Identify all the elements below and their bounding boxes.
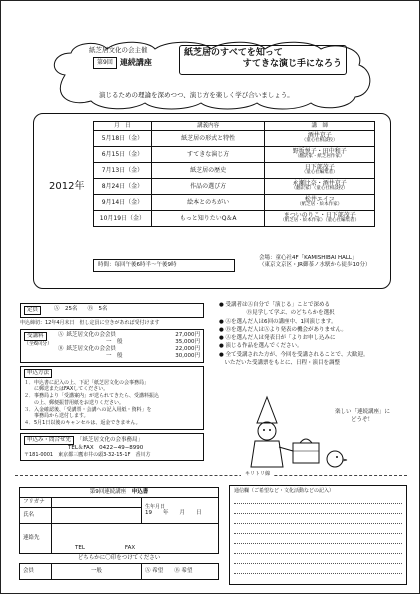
choice-note: どちらかに〇印をつけてください <box>20 553 219 563</box>
table-row <box>94 195 375 211</box>
remarks-line <box>234 514 402 524</box>
lecturer-affiliation: （翻訳家）（童心社相談役） <box>291 186 348 192</box>
welcome-line1: 楽しい「連続講座」に <box>335 409 391 415</box>
welcome-message <box>335 409 390 424</box>
fee-box <box>20 329 204 363</box>
option-line: ● 演じる作品を選んでください。 <box>219 343 303 350</box>
session-badge: 第9回 <box>93 57 117 69</box>
procedure-line: に郵送またはFAXしてください。 <box>24 386 109 393</box>
venue-line1: 会場：童心社4F「KAMISHIBAI HALL」 <box>259 255 358 261</box>
deadline-note: 申込締切：12年4月末日 但し定員に空きがあれば受付けます <box>20 319 160 326</box>
fee-label: 受講料 <box>24 332 47 341</box>
remarks-line <box>234 544 402 554</box>
table-row <box>94 131 375 147</box>
name-field[interactable] <box>52 507 142 523</box>
member-option[interactable]: 会員 <box>20 563 52 579</box>
remarks-line <box>234 494 402 504</box>
form-table <box>19 487 219 580</box>
options-column <box>219 301 405 367</box>
schedule-header-row <box>94 122 375 131</box>
form-row <box>20 553 219 563</box>
row-date: 10月19日（金） <box>94 211 152 227</box>
title-line2: すてきな演じ手になろう <box>242 59 342 70</box>
contact-box <box>20 433 204 461</box>
fee-label-col <box>24 332 54 360</box>
general-option[interactable]: 一般 <box>52 563 142 579</box>
contact-address: 〒181-0001 東京都三鷹市井の頭3-32-15-1F 香川方 <box>24 451 151 458</box>
fee-category: 一 般 <box>106 352 123 359</box>
contact-tel: TEL＆FAX 0422−49−8990 <box>68 444 144 451</box>
remarks-line <box>234 564 402 574</box>
lecturer-name: 松井エイコ <box>304 195 335 203</box>
fee-category: 紙芝居文化の会会員 <box>66 345 117 352</box>
remarks-line <box>234 524 402 534</box>
option-line: ● Ⓑを選んだ人はⒶより発表の機会がありません。 <box>219 326 347 333</box>
schedule-year: 2012年 <box>49 181 85 192</box>
form-row <box>20 497 219 507</box>
row-lecturer <box>265 163 375 179</box>
remarks-box[interactable] <box>229 485 407 585</box>
capacity-b: Ⓑ 5名 <box>87 306 108 312</box>
procedure-line: 事務局から送付します。 <box>24 413 89 420</box>
row-topic: 紙芝居の形式と特性 <box>151 131 265 147</box>
venue-line2: （東京文京区・JR御茶ノ水駅から徒歩10分） <box>259 262 371 269</box>
fee-amount: 22,000円 <box>175 345 200 352</box>
lecturer-affiliation: （紙芝居・絵本作家）（童心社編集者） <box>280 218 360 224</box>
row-topic: 絵本とのちがい <box>151 195 265 211</box>
form-row <box>20 563 219 579</box>
option-line: いただいた受講票をもとに、日程・演目を調整 <box>219 359 341 366</box>
form-header-row <box>20 488 219 498</box>
option-b-choice[interactable]: Ⓑ 希望 <box>174 567 193 574</box>
row-lecturer <box>265 131 375 147</box>
contact-field-label: 連絡先 <box>20 523 52 553</box>
form-row <box>20 523 219 553</box>
table-row <box>94 211 375 227</box>
fee-category: 一 般 <box>106 339 123 345</box>
title-line1: 紙芝居のすべてを知って <box>184 48 283 58</box>
fee-row <box>58 339 200 346</box>
fee-a-note: （全6回分） <box>24 341 53 347</box>
remarks-line <box>234 504 402 514</box>
fee-row <box>58 353 200 360</box>
remarks-line <box>234 534 402 544</box>
lecturer-affiliation: （童心社相談役） <box>301 138 338 144</box>
row-lecturer <box>265 147 375 163</box>
row-date: 7月13日（金） <box>94 163 152 179</box>
procedure-line: の上、郵便振替用紙をお送りください。 <box>24 399 125 406</box>
furigana-label: フリガナ <box>20 497 52 507</box>
contact-header <box>24 436 200 445</box>
fee-list <box>58 332 200 360</box>
contact-org: 「紙芝居文化の会事務局」 <box>77 436 144 443</box>
option-line: Ⓑ見学して学ぶ、のどちらかを選択 <box>219 310 335 317</box>
table-row <box>94 147 375 163</box>
remarks-label: 通信欄（ご希望など・文化活動などの記入） <box>234 488 335 494</box>
procedure-box <box>20 366 204 430</box>
furigana-field[interactable] <box>52 497 142 507</box>
table-row <box>94 179 375 195</box>
main-title-box <box>179 45 347 75</box>
lecturer-affiliation: （紙芝居・絵本作家） <box>297 202 343 208</box>
row-topic: 作品の選び方 <box>151 179 265 195</box>
row-topic: 紙芝居の歴史 <box>151 163 265 179</box>
name-label: 氏名 <box>20 507 52 523</box>
lecturer-affiliation: （翻訳家・紙芝居作家） <box>294 154 345 160</box>
row-lecturer <box>265 179 375 195</box>
fee-tier-a: Ⓐ <box>58 332 64 339</box>
contact-label: 申込み・問合せ先 <box>24 436 74 445</box>
registration-column <box>20 303 204 461</box>
column-lecturer: 講 師 <box>265 122 375 131</box>
capacity-label: 定員 <box>24 306 41 315</box>
fax-label: FAX <box>124 544 136 551</box>
row-date: 9月14日（金） <box>94 195 152 211</box>
fee-amount: 35,000円 <box>175 339 200 345</box>
birth-cell[interactable] <box>142 497 219 523</box>
option-line: ● Ⓐを選んだ人は発表日が「よりお申し込みに <box>219 335 336 341</box>
row-date: 5月18日（金） <box>94 131 152 147</box>
schedule-table <box>93 121 375 227</box>
procedure-line: ４．5月1日以後のキャンセルは、返金できません。 <box>24 420 141 426</box>
column-topic: 講義内容 <box>151 122 265 131</box>
course-option-cell <box>142 563 219 579</box>
fee-row <box>58 332 200 339</box>
lecturer-name: 野坂悦子・田中和子 <box>292 147 347 155</box>
row-topic: もっと知りたいQ＆A <box>151 211 265 227</box>
cut-label: キリトリ線 <box>241 471 274 477</box>
fee-amount: 30,000円 <box>175 352 200 359</box>
row-date: 8月24日（金） <box>94 179 152 195</box>
organizer-label: 紙芝居文化の会主催 <box>89 46 148 54</box>
procedure-label: 申込方法 <box>24 369 52 378</box>
lecturer-name: 永瀬比奈・酒井京子 <box>292 179 347 187</box>
fee-amount: 27,000円 <box>175 332 200 339</box>
procedure-line: ２．事務局より「受講案内」が送られてきたら、受講料振込 <box>24 393 160 399</box>
wizard-character-icon <box>237 393 357 471</box>
column-date: 月 日 <box>94 122 152 131</box>
lecturer-name: 酒井京子 <box>307 131 332 139</box>
row-lecturer <box>265 195 375 211</box>
remarks-line <box>234 554 402 564</box>
lecturer-name: 日下部茂子 <box>304 163 335 171</box>
application-form <box>19 487 219 580</box>
form-header-label: 第9回連続講座 <box>89 489 127 495</box>
procedure-line: ３．入金確認後、「受講票・会講への記入用紙・資料」を <box>24 406 152 413</box>
subtitle: 演じるための理論を深めつつ、演じ方を楽しく学び合いましょう。 <box>99 91 294 99</box>
lecturer-name: まついのりこ・日下部茂子 <box>283 211 356 219</box>
lecturer-affiliation: （童心社編集者） <box>301 170 338 176</box>
table-row <box>94 163 375 179</box>
row-topic: すてきな演じ方 <box>151 147 265 163</box>
capacity-box <box>20 303 204 318</box>
row-date: 6月15日（金） <box>94 147 152 163</box>
fee-row <box>58 346 200 353</box>
series-row <box>93 57 152 69</box>
cut-line <box>15 475 407 476</box>
fee-tier-b: Ⓑ <box>58 345 64 352</box>
birth-value: 19 年 月 日 <box>145 510 202 516</box>
option-line: ● 全て受講された方が、今回を受講されることで、大歓迎。 <box>219 351 369 358</box>
option-line: ● 受講者はⒶ自分で「演じる」ことで深める <box>219 302 331 308</box>
fee-category: 紙芝居文化の会会員 <box>66 332 117 339</box>
venue-info <box>259 255 370 269</box>
option-a-choice[interactable]: Ⓐ 希望 <box>145 567 164 574</box>
time-box: 時間：毎回午後6時半〜午後9時 <box>93 259 235 272</box>
welcome-line2: どうぞ！ <box>351 416 374 423</box>
row-lecturer <box>265 211 375 227</box>
contact-field[interactable] <box>52 523 219 553</box>
form-title: 申込書 <box>131 489 149 495</box>
procedure-line: １．申込書に記入の上、下記「紙芝居文化の会事務局」 <box>24 379 150 386</box>
series-label: 連続講座 <box>119 57 152 67</box>
birth-label: 生年月日 <box>145 503 166 510</box>
option-line: ● Ⓐを選んだ人は6回の講座中、1回演じます。 <box>219 318 337 325</box>
capacity-a: Ⓐ 25名 <box>54 306 78 312</box>
tel-label: TEL <box>75 544 85 551</box>
form-header <box>20 488 219 498</box>
